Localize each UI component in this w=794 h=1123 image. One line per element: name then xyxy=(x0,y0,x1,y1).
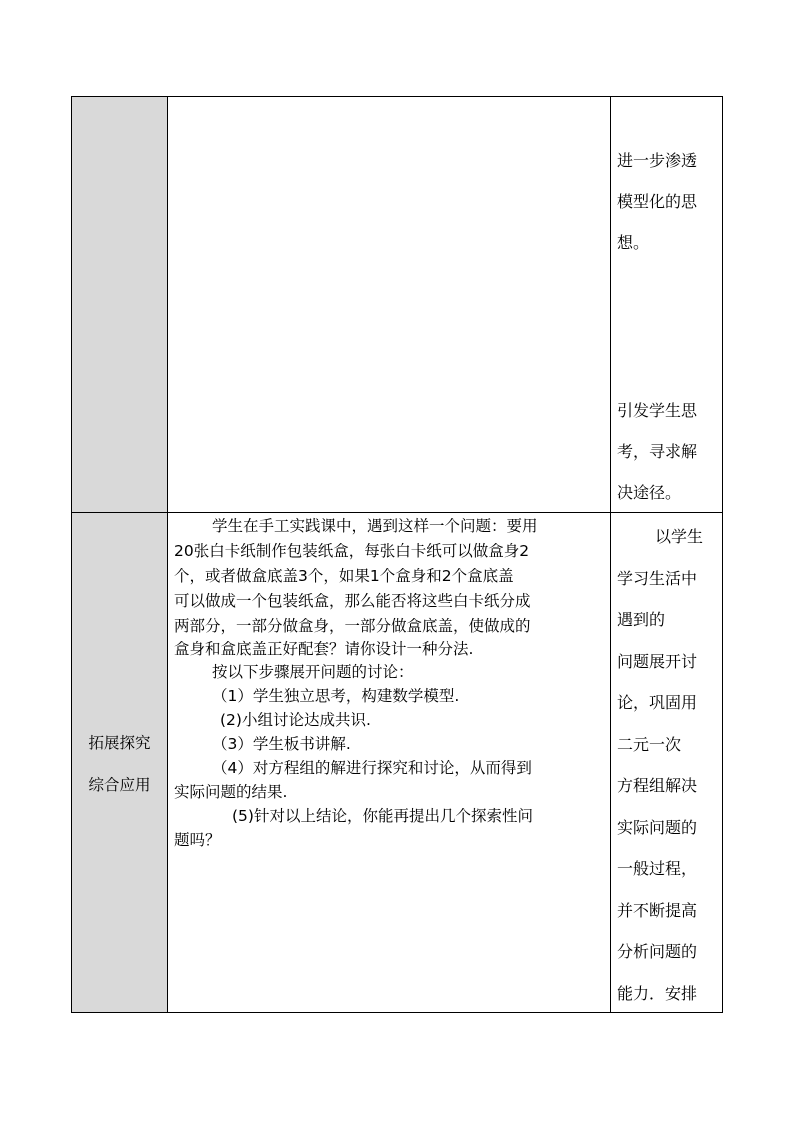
content-line: 学生在手工实践课中，遇到这样一个问题：要用 xyxy=(212,517,538,535)
content-line: (2)小组讨论达成共识. xyxy=(220,711,371,729)
note-line: 一般过程， xyxy=(617,859,698,878)
note-line: 方程组解决 xyxy=(617,776,698,795)
note-line: 二元一次 xyxy=(617,735,682,754)
note-line: 进一步渗透 xyxy=(617,151,698,170)
note-line: 想。 xyxy=(617,233,650,252)
content-line: 按以下步骤展开问题的讨论： xyxy=(212,663,414,681)
content-line: 题吗？ xyxy=(174,831,221,849)
content-line: 个，或者做盒底盖3个，如果1个盒身和2个盒底盖 xyxy=(174,567,514,585)
note-line: 决途径。 xyxy=(617,483,682,502)
note-line: 遇到的 xyxy=(617,610,666,629)
label-column-shading-row2 xyxy=(72,513,167,1012)
content-line: （4）对方程组的解进行探究和讨论，从而得到 xyxy=(212,759,532,777)
section-label-line: 综合应用 xyxy=(88,776,151,794)
note-line: 问题展开讨 xyxy=(617,652,698,671)
table-border-bottom xyxy=(71,1012,723,1013)
table-column-divider-1 xyxy=(167,96,168,1013)
label-column-shading-row1 xyxy=(72,97,167,512)
note-line: 学习生活中 xyxy=(617,569,698,588)
table-border-right xyxy=(722,96,723,1013)
note-line: 模型化的思 xyxy=(617,192,698,211)
content-line: 20张白卡纸制作包装纸盒，每张白卡纸可以做盒身2 xyxy=(174,542,530,560)
note-line: 论，巩固用 xyxy=(617,693,698,712)
note-line: 以学生 xyxy=(655,527,704,546)
content-line: （1）学生独立思考，构建数学模型. xyxy=(212,687,460,705)
table-row-divider xyxy=(71,512,723,513)
section-label-line: 拓展探究 xyxy=(88,734,151,752)
content-line: 可以做成一个包装纸盒，那么能否将这些白卡纸分成 xyxy=(174,592,531,610)
content-line: （3）学生板书讲解. xyxy=(212,735,351,753)
note-line: 考，寻求解 xyxy=(617,442,698,461)
note-line: 引发学生思 xyxy=(617,401,698,420)
table-column-divider-2 xyxy=(610,96,611,1013)
table-border-top xyxy=(71,96,723,97)
content-line: 盒身和盒底盖正好配套？请你设计一种分法. xyxy=(174,640,474,658)
note-line: 实际问题的 xyxy=(617,818,698,837)
content-line: 两部分，一部分做盒身，一部分做盒底盖，使做成的 xyxy=(174,617,531,635)
content-line: (5)针对以上结论，你能再提出几个探索性问 xyxy=(232,807,533,825)
table-border-left xyxy=(71,96,72,1013)
note-line: 分析问题的 xyxy=(617,942,698,961)
content-line: 实际问题的结果. xyxy=(174,783,288,801)
note-line: 能力．安排 xyxy=(617,984,698,1003)
note-line: 并不断提高 xyxy=(617,901,698,920)
